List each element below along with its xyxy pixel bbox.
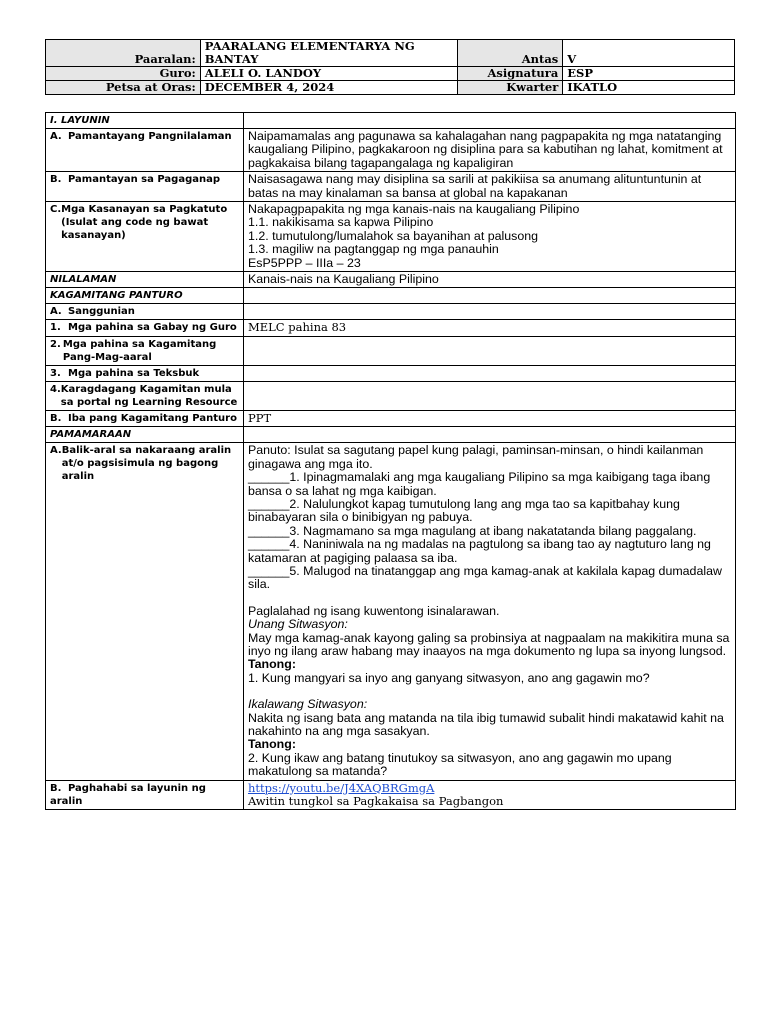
- paaralan-label: Paaralan:: [46, 40, 201, 67]
- ikalawang-sitwasyon-title: Ikalawang Sitwasyon:: [248, 697, 368, 712]
- paglalahad-text: Paglalahad ng isang kuwentong isinalarawan.: [248, 603, 500, 618]
- iba-pang-kagamitan-value: PPT: [244, 410, 736, 426]
- sanggunian-label: A. Sanggunian: [46, 304, 244, 320]
- paaralan-value: PAARALANG ELEMENTARYA NG BANTAY: [200, 40, 458, 67]
- pamamaraan-label: PAMAMARAAN: [46, 427, 244, 443]
- kasanayan-code: EsP5PPP – IIIa – 23: [248, 255, 361, 270]
- kasanayan-value: [244, 202, 736, 272]
- nilalaman-value: Kanais-nais na Kaugaliang Pilipino: [244, 272, 736, 288]
- petsa-label: Petsa at Oras:: [46, 81, 201, 95]
- antas-value: V: [563, 40, 735, 67]
- unang-sitwasyon-title: Unang Sitwasyon:: [248, 617, 348, 632]
- paghahabi-label: B. Paghahabi sa layunin ng aralin: [46, 780, 244, 810]
- sanggunian-item-1-value: MELC pahina 83: [244, 320, 736, 336]
- sanggunian-item-2-label: 2. Mga pahina sa Kagamitang Pang-Mag-aaral: [46, 336, 244, 365]
- kwarter-value: IKATLO: [563, 81, 735, 95]
- guro-value: ALELI O. LANDOY: [200, 67, 458, 81]
- asignatura-value: ESP: [563, 67, 735, 81]
- sanggunian-item-3-value: [244, 365, 736, 381]
- pamantayang-pangnilalaman-value: Naipamamalas ang pagunawa sa kahalagahan nang pagpapakita ng mga natatanging kaugaliang Pilipino, pagkakaroon ng disiplina para sa kabutihan ng lahat, komitment at pagkakaisa bilang tagapangalaga ng kapaligiran: [244, 129, 736, 172]
- balik-aral-item: ______4. Naniniwala na ng madalas na pagtulong sa ibang tao ay nagtuturo lang ng katamaran at pagiging palaasa sa iba.: [248, 537, 711, 565]
- tanong-1-label: Tanong:: [248, 657, 296, 672]
- sanggunian-item-4-value: [244, 381, 736, 410]
- layunin-section: I. LAYUNIN: [46, 113, 244, 129]
- unang-sitwasyon-text: May mga kamag-anak kayong galing sa probinsiya at nagpaalam na makikitira muna sa inyo ng ilang araw habang may inaayos na mga dokumento ng lupa sa inyong lungsod.: [248, 630, 730, 658]
- balik-aral-label: A. Balik-aral sa nakaraang aralin at/o pagsisimula ng bagong aralin: [46, 443, 244, 780]
- kasanayan-label: C. Mga Kasanayan sa Pagkatuto (Isulat ang code ng bawat kasanayan): [46, 202, 244, 272]
- pamantayan-sa-pagaganap-label: B. Pamantayan sa Pagaganap: [46, 172, 244, 202]
- kasanayan-line: 1.2. tumutulong/lumalahok sa bayanihan at palusong: [248, 228, 539, 243]
- sanggunian-item-4-label: 4. Karagdagang Kagamitan mula sa portal ng Learning Resource: [46, 381, 244, 410]
- iba-pang-kagamitan-label: B. Iba pang Kagamitang Panturo: [46, 410, 244, 426]
- balik-aral-content: [244, 443, 736, 780]
- balik-aral-item: ______3. Nagmamano sa mga magulang at ibang nakatatanda bilang paggalang.: [248, 523, 697, 538]
- sanggunian-item-2-value: [244, 336, 736, 365]
- nilalaman-label: NILALAMAN: [46, 272, 244, 288]
- awitin-text: Awitin tungkol sa Pagkakaisa sa Pagbangon: [248, 794, 504, 809]
- ikalawang-sitwasyon-text: Nakita ng isang bata ang matanda na tila ibig tumawid subalit hindi makatawid kahit na nakahinto na ang mga sasakyan.: [248, 710, 724, 738]
- kasanayan-line: 1.3. magiliw na pagtanggap ng mga panauhin: [248, 242, 499, 257]
- tanong-1-text: 1. Kung mangyari sa inyo ang ganyang sitwasyon, ano ang gagawin mo?: [248, 670, 650, 685]
- pamantayang-pangnilalaman-label: A. Pamantayang Pangnilalaman: [46, 129, 244, 172]
- kwarter-label: Kwarter: [458, 81, 563, 95]
- guro-label: Guro:: [46, 67, 201, 81]
- balik-aral-item: ______2. Nalulungkot kapag tumutulong lang ang mga tao sa kapitbahay kung binabayaran sila o binibigyan ng pabuya.: [248, 496, 680, 525]
- antas-label: Antas: [458, 40, 563, 67]
- kasanayan-line: Nakapagpapakita ng mga kanais-nais na kaugaliang Pilipino: [248, 202, 580, 217]
- pamantayan-sa-pagaganap-value: Naisasagawa nang may disiplina sa sarili at pakikiisa sa anumang alituntuntunin at batas na may kinalaman sa bansa at global na kapakanan: [244, 172, 736, 202]
- youtube-link[interactable]: https://youtu.be/J4XAQBRGmgA: [248, 780, 435, 795]
- balik-aral-item: ______5. Malugod na tinatanggap ang mga kamag-anak at kakilala kapag dumadalaw sila.: [248, 563, 722, 592]
- paghahabi-content: [244, 780, 736, 810]
- tanong-2-text: 2. Kung ikaw ang batang tinutukoy sa sitwasyon, ano ang gagawin mo upang makatulong sa matanda?: [248, 750, 672, 779]
- kasanayan-line: 1.1. nakikisama sa kapwa Pilipino: [248, 215, 434, 230]
- tanong-2-label: Tanong:: [248, 737, 296, 752]
- petsa-value: DECEMBER 4, 2024: [200, 81, 458, 95]
- sanggunian-item-1-label: 1. Mga pahina sa Gabay ng Guro: [46, 320, 244, 336]
- asignatura-label: Asignatura: [458, 67, 563, 81]
- balik-aral-item: ______1. Ipinagmamalaki ang mga kaugaliang Pilipino sa mga kaibigang taga ibang bansa o sa lahat ng mga kaibigan.: [248, 470, 711, 498]
- panuto-text: Panuto: Isulat sa sagutang papel kung palagi, paminsan-minsan, o hindi kailanman ginagawa ang mga ito.: [248, 443, 704, 471]
- lesson-plan-table: [45, 112, 736, 810]
- kagamitan-label: KAGAMITANG PANTURO: [46, 288, 244, 304]
- header-table: [45, 39, 735, 95]
- sanggunian-item-3-label: 3. Mga pahina sa Teksbuk: [46, 365, 244, 381]
